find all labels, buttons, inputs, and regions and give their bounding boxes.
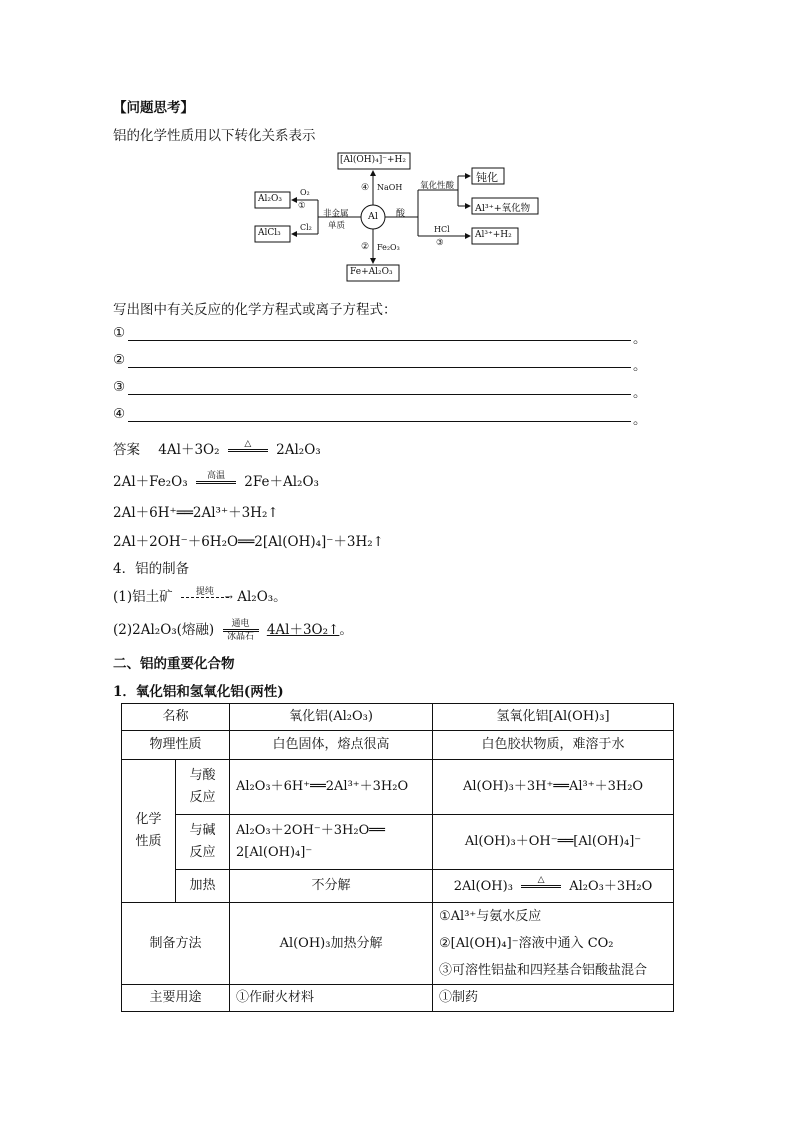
bottom-num: ② xyxy=(361,242,370,252)
row-prep-label: 制备方法 xyxy=(122,903,230,985)
blank-line-4[interactable] xyxy=(128,421,631,422)
heat-hydroxide: 2Al(OH)₃ △ Al₂O₃＋3H₂O xyxy=(433,870,674,903)
bottom-reagent: Fe₂O₃ xyxy=(377,243,400,252)
heat-oxide: 不分解 xyxy=(230,870,433,903)
prep2-left: (2)2Al₂O₃(熔融) xyxy=(113,622,215,638)
prep-oxide: Al(OH)₃加热分解 xyxy=(230,903,433,985)
left-top-num: ① xyxy=(298,201,306,211)
row-physical-label: 物理性质 xyxy=(122,731,230,760)
section-2-title: 二、铝的重要化合物 xyxy=(113,656,235,672)
top-reagent: NaOH xyxy=(377,183,403,192)
acid-hydroxide: Al(OH)₃＋3H⁺══Al³⁺＋3H₂O xyxy=(433,760,674,815)
blank-period-4: 。 xyxy=(633,412,647,428)
left-label-2: 单质 xyxy=(328,221,346,231)
prep1-condition: 提纯 → xyxy=(181,587,229,608)
left-bottom-box-label: AlCl₃ xyxy=(258,228,281,238)
base-label: 与碱 反应 xyxy=(176,815,230,870)
blank-line-2[interactable] xyxy=(128,367,631,368)
right-box-1-label: 钝化 xyxy=(476,171,498,184)
base-hydroxide: Al(OH)₃＋OH⁻══[Al(OH)₄]⁻ xyxy=(433,815,674,870)
prep-line-1 xyxy=(113,585,287,608)
row-chemical-label: 化学 性质 xyxy=(122,760,176,903)
eq1-condition: △ xyxy=(228,439,268,462)
blank-period-1: 。 xyxy=(633,331,647,347)
prep-line-2 xyxy=(113,618,353,642)
center-label: Al xyxy=(368,211,378,222)
blank-period-3: 。 xyxy=(633,385,647,401)
header-hydroxide: 氢氧化铝[Al(OH)₃] xyxy=(433,704,674,731)
subsection-1-title: 1．氧化铝和氢氧化铝(两性) xyxy=(113,684,284,700)
right-box-3-label: Al³⁺+H₂ xyxy=(475,230,512,240)
answer-eq-2 xyxy=(113,470,319,494)
right-box-2-label: Al³⁺+氧化物 xyxy=(475,203,531,214)
compound-table xyxy=(121,703,674,1012)
aluminum-reaction-diagram xyxy=(250,150,540,289)
blank-num-4: ④ xyxy=(113,406,126,422)
use-hydroxide: ①制药 xyxy=(433,985,674,1012)
eq1-right: 2Al₂O₃ xyxy=(276,442,321,458)
header-oxide: 氧化铝(Al₂O₃) xyxy=(230,704,433,731)
blank-num-1: ① xyxy=(113,325,126,341)
left-label-1: 非金属 xyxy=(323,209,349,219)
right-top-label: 氧化性酸 xyxy=(420,181,455,191)
right-bottom-num: ③ xyxy=(436,238,444,248)
row-use-label: 主要用途 xyxy=(122,985,230,1012)
heat-label: 加热 xyxy=(176,870,230,903)
blank-num-2: ② xyxy=(113,352,126,368)
prep-hydroxide: ①Al³⁺与氨水反应 ②[Al(OH)₄]⁻溶液中通入 CO₂ ③可溶性铝盐和四羟基合铝酸盐混合 xyxy=(433,903,674,985)
left-bottom-reagent: Cl₂ xyxy=(300,223,312,232)
top-box-label: [Al(OH)₄]⁻+H₂ xyxy=(340,155,407,165)
eq2-condition: 高温 xyxy=(196,471,236,494)
answer-eq-4: 2Al＋2OH⁻＋6H₂O══2[Al(OH)₄]⁻＋3H₂↑ xyxy=(113,534,384,550)
left-top-box-label: Al₂O₃ xyxy=(258,194,282,204)
header-name: 名称 xyxy=(122,704,230,731)
prep2-condition: 通电 冰晶石 xyxy=(223,619,259,642)
blank-line-3[interactable] xyxy=(128,394,631,395)
eq2-right: 2Fe＋Al₂O₃ xyxy=(244,474,319,490)
acid-label: 与酸 反应 xyxy=(176,760,230,815)
left-top-reagent: O₂ xyxy=(300,188,310,197)
prep1-right: Al₂O₃。 xyxy=(237,589,287,605)
acid-oxide: Al₂O₃＋6H⁺══2Al³⁺＋3H₂O xyxy=(230,760,433,815)
question-text: 写出图中有关反应的化学方程式或离子方程式： xyxy=(113,302,397,318)
prep2-right: 4Al＋3O₂↑ xyxy=(266,622,340,638)
use-oxide: ①作耐火材料 xyxy=(230,985,433,1012)
base-oxide: Al₂O₃＋2OH⁻＋3H₂O══ 2[Al(OH)₄]⁻ xyxy=(230,815,433,870)
bottom-box-label: Fe+Al₂O₃ xyxy=(350,267,393,277)
prep1-left: (1)铝土矿 xyxy=(113,589,173,605)
eq2-left: 2Al＋Fe₂O₃ xyxy=(113,474,188,490)
right-bottom-reagent: HCl xyxy=(434,225,450,234)
blank-line-1[interactable] xyxy=(128,340,631,341)
answer-eq-3: 2Al＋6H⁺══2Al³⁺＋3H₂↑ xyxy=(113,505,279,521)
prep2-end: 。 xyxy=(339,622,353,638)
section-tag: 【问题思考】 xyxy=(113,100,194,116)
section-4-title: 4．铝的制备 xyxy=(113,561,190,577)
top-num: ④ xyxy=(361,183,370,193)
eq1-left: 4Al＋3O₂ xyxy=(158,442,220,458)
physical-oxide: 白色固体，熔点很高 xyxy=(230,731,433,760)
right-label: 酸 xyxy=(396,209,406,219)
answer-eq-1 xyxy=(113,438,321,462)
answer-label: 答案 xyxy=(113,442,140,458)
blank-period-2: 。 xyxy=(633,358,647,374)
blank-num-3: ③ xyxy=(113,379,126,395)
intro-text: 铝的化学性质用以下转化关系表示 xyxy=(113,128,316,144)
physical-hydroxide: 白色胶状物质，难溶于水 xyxy=(433,731,674,760)
